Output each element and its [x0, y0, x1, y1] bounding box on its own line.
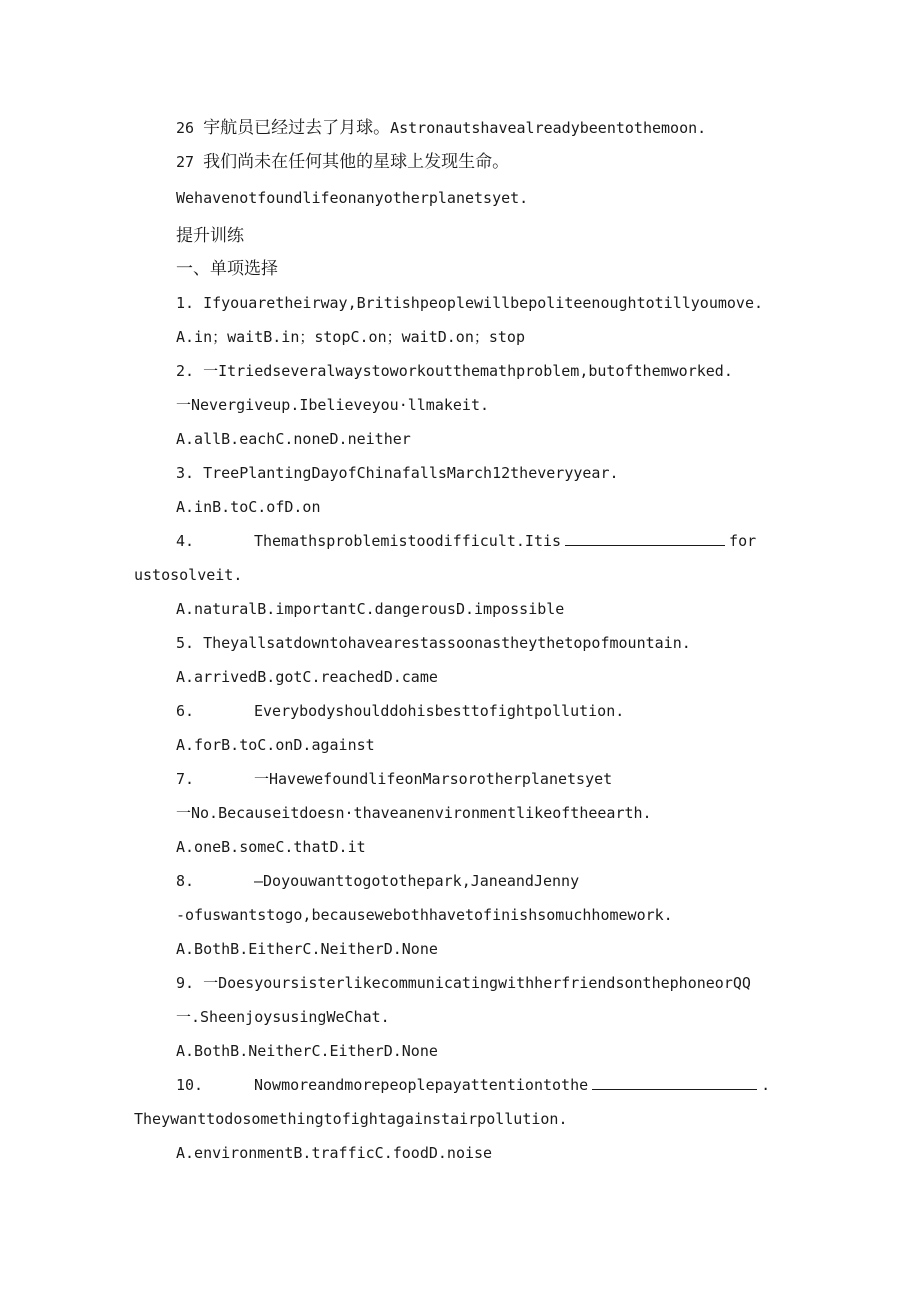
question-3-options: A.inB.toC.ofD.on: [176, 498, 321, 516]
question-9-options: A.BothB.NeitherC.EitherD.None: [176, 1042, 438, 1060]
question-number: 1.: [176, 294, 195, 312]
section-title: 提升训练: [176, 226, 244, 246]
question-2-options: A.allB.eachC.noneD.neither: [176, 430, 411, 448]
question-10-continuation: Theywanttodosomethingtofightagainstairpollution.: [134, 1110, 568, 1128]
question-text: Nowmoreandmorepeoplepayattentiontothe: [254, 1076, 589, 1094]
question-1: [176, 293, 763, 313]
question-text-after: for: [729, 532, 757, 550]
question-2: [176, 361, 733, 381]
question-text: 一HavewefoundlifeonMarsorotherplanetsyet: [254, 770, 613, 788]
question-2-reply: 一Nevergiveup.Ibelieveyou·llmakeit.: [176, 396, 490, 414]
question-number: 8.: [176, 872, 195, 890]
question-number: 4.: [176, 532, 195, 550]
translation-27: [176, 152, 509, 172]
question-5: [176, 633, 691, 653]
question-4-options: A.naturalB.importantC.dangerousD.impossible: [176, 600, 565, 618]
question-text: Ifyouaretheirway,Britishpeoplewillbepoliteenoughtotillyoumove.: [203, 294, 764, 312]
answer-blank: [592, 1075, 757, 1090]
question-text: TreePlantingDayofChinafallsMarch12theveryyear.: [203, 464, 619, 482]
question-5-options: A.arrivedB.gotC.reachedD.came: [176, 668, 438, 686]
question-9: [176, 973, 751, 993]
question-number: 7.: [176, 770, 195, 788]
question-7-options: A.oneB.someC.thatD.it: [176, 838, 366, 856]
question-8-options: A.BothB.EitherC.NeitherD.None: [176, 940, 438, 958]
question-10: [176, 1075, 770, 1095]
question-number: 5.: [176, 634, 195, 652]
question-7-reply: 一No.Becauseitdoesn·thaveanenvironmentlikeoftheearth.: [176, 804, 652, 822]
question-text: Theyallsatdowntohavearestassoonastheythetopofmountain.: [203, 634, 691, 652]
question-8: [176, 871, 579, 891]
question-4-continuation: ustosolveit.: [134, 566, 243, 584]
chinese-sentence: 我们尚未在任何其他的星球上发现生命。: [203, 152, 510, 172]
question-number: 10.: [176, 1076, 204, 1094]
answer-blank: [565, 531, 725, 546]
english-sentence: Astronautshavealreadybeentothemoon.: [390, 119, 707, 137]
question-number: 3.: [176, 464, 195, 482]
question-6: [176, 701, 624, 721]
question-8-reply: -ofuswantstogo,becausewebothhavetofinishsomuchhomework.: [176, 906, 673, 924]
question-text: Themathsproblemistoodifficult.Itis: [254, 532, 562, 550]
question-text: 一Itriedseveralwaystoworkoutthemathproblem,butofthemworked.: [203, 362, 733, 380]
question-3: [176, 463, 619, 483]
question-text: —Doyouwanttogotothepark,JaneandJenny: [254, 872, 580, 890]
question-9-reply: 一.SheenjoysusingWeChat.: [176, 1008, 390, 1026]
subsection-title: 一、单项选择: [176, 259, 278, 279]
question-6-options: A.forB.toC.onD.against: [176, 736, 375, 754]
question-7: [176, 769, 612, 789]
question-10-options: A.environmentB.trafficC.foodD.noise: [176, 1144, 493, 1162]
question-text: 一DoesyoursisterlikecommunicatingwithherfriendsonthephoneorQQ: [203, 974, 751, 992]
question-1-options: A.in；waitB.in；stopC.on；waitD.on；stop: [176, 328, 525, 346]
translation-26: [176, 118, 706, 138]
question-text-after: .: [761, 1076, 771, 1094]
question-number: 6.: [176, 702, 195, 720]
question-text: Everybodyshoulddohisbesttofightpollution.: [254, 702, 625, 720]
item-number: 27: [176, 153, 195, 171]
translation-27-english: Wehavenotfoundlifeonanyotherplanetsyet.: [176, 189, 529, 207]
item-number: 26: [176, 119, 195, 137]
question-number: 9.: [176, 974, 195, 992]
question-number: 2.: [176, 362, 195, 380]
question-4: [176, 531, 756, 551]
chinese-sentence: 宇航员已经过去了月球。: [203, 118, 391, 138]
